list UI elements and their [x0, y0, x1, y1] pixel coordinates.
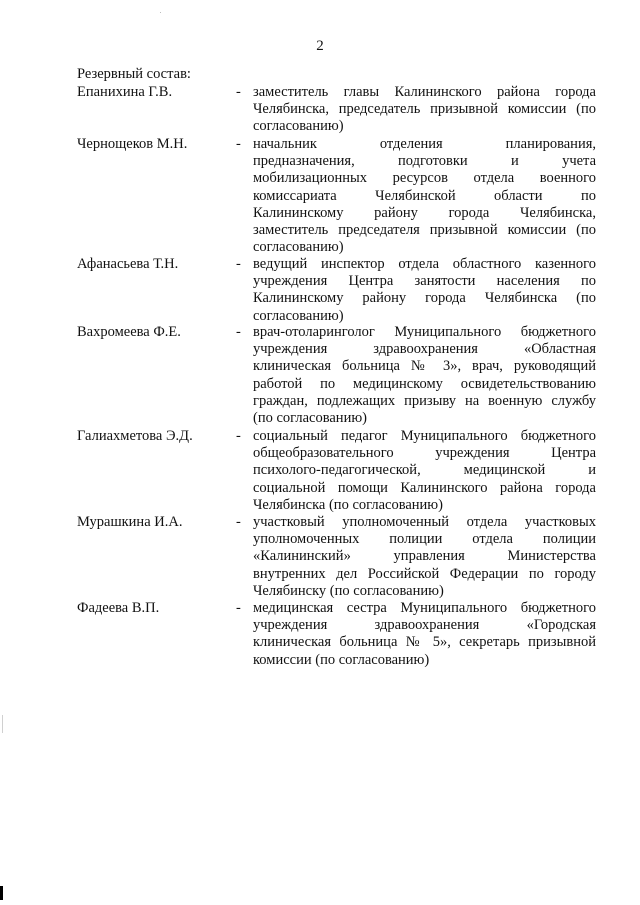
member-role-line: общеобразовательного учреждения Центра	[253, 445, 596, 462]
member-role-line: Челябинска, председатель призывной комиссии (по	[253, 101, 596, 118]
member-role-line: врач-отоларинголог Муниципального бюджетного	[253, 324, 596, 340]
member-role-line: учреждения здравоохранения «Областная	[253, 341, 596, 358]
member-role-line: клиническая больница № 5», секретарь призывной	[253, 634, 596, 651]
member-role-line: согласованию)	[253, 118, 344, 135]
member-role-line: учреждения здравоохранения «Городская	[253, 617, 596, 634]
member-role-line: клиническая больница № 3», врач, руководящий	[253, 358, 596, 375]
scan-speck	[160, 12, 161, 13]
scan-edge-mark	[0, 886, 3, 900]
member-role	[253, 256, 596, 325]
member-name: Мурашкина И.А.	[77, 514, 183, 530]
section-heading: Резервный состав:	[77, 66, 191, 82]
member-role	[253, 600, 596, 669]
member-role-line: комиссариата Челябинской области по	[253, 187, 596, 204]
member-name: Галиахметова Э.Д.	[77, 428, 193, 444]
member-role-line: предназначения, подготовки и учета	[253, 153, 596, 170]
member-role-line: согласованию)	[253, 307, 344, 324]
member-role	[253, 136, 596, 256]
member-name: Фадеева В.П.	[77, 600, 160, 616]
member-role-line: заместитель председателя призывной комиссии (по	[253, 222, 596, 239]
scan-speck	[2, 715, 3, 733]
member-role-line: ведущий инспектор отдела областного казенного	[253, 256, 596, 272]
member-role-line: (по согласованию)	[253, 410, 367, 427]
member-dash: -	[236, 136, 241, 152]
member-role-line: учреждения Центра занятости населения по	[253, 273, 596, 290]
member-role-line: начальник отделения планирования,	[253, 136, 596, 152]
member-role-line: уполномоченных полиции отдела полиции	[253, 531, 596, 548]
member-role-line: участковый уполномоченный отдела участковых	[253, 514, 596, 530]
member-dash: -	[236, 84, 241, 100]
member-role-line: социальный педагог Муниципального бюджетного	[253, 428, 596, 444]
member-dash: -	[236, 514, 241, 530]
member-role-line: психолого-педагогической, медицинской и	[253, 462, 596, 479]
member-role-line: социальной помощи Калининского района города	[253, 479, 596, 496]
member-role-line: внутренних дел Российской Федерации по городу	[253, 565, 596, 582]
member-name: Вахромеева Ф.Е.	[77, 324, 181, 340]
member-role-line: Челябинска (по согласованию)	[253, 496, 443, 513]
member-role	[253, 324, 596, 427]
member-dash: -	[236, 600, 241, 616]
member-role-line: «Калининский» управления Министерства	[253, 548, 596, 565]
member-role-line: Челябинску (по согласованию)	[253, 582, 444, 599]
member-role-line: заместитель главы Калининского района города	[253, 84, 596, 100]
member-role-line: согласованию)	[253, 239, 344, 256]
member-name: Чернощеков М.Н.	[77, 136, 188, 152]
member-name: Епанихина Г.В.	[77, 84, 173, 100]
page-number: 2	[316, 38, 324, 54]
member-role-line: Калининскому району города Челябинска,	[253, 204, 596, 221]
member-role	[253, 514, 596, 600]
member-role-line: работой по медицинскому освидетельствованию	[253, 375, 596, 392]
member-dash: -	[236, 324, 241, 340]
member-role-line: медицинская сестра Муниципального бюджетного	[253, 600, 596, 616]
member-role-line: граждан, подлежащих призыву на военную службу	[253, 392, 596, 409]
member-role-line: комиссии (по согласованию)	[253, 651, 430, 668]
member-dash: -	[236, 256, 241, 272]
member-name: Афанасьева Т.Н.	[77, 256, 179, 272]
member-role	[253, 84, 596, 136]
member-dash: -	[236, 428, 241, 444]
member-role-line: мобилизационных ресурсов отдела военного	[253, 170, 596, 187]
member-role-line: Калининскому району города Челябинска (по	[253, 290, 596, 307]
member-role	[253, 428, 596, 514]
